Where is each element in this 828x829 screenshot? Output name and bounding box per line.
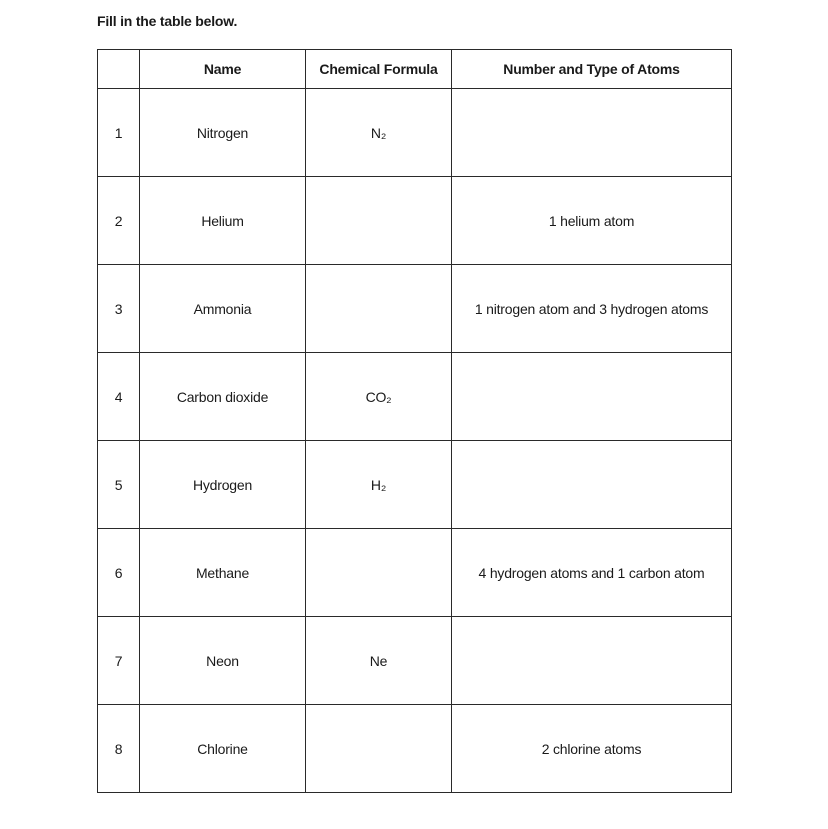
formula-cell[interactable]: CO₂ bbox=[306, 353, 452, 441]
row-number: 3 bbox=[98, 265, 140, 353]
formula-cell[interactable] bbox=[306, 529, 452, 617]
name-cell: Carbon dioxide bbox=[140, 353, 306, 441]
row-number: 7 bbox=[98, 617, 140, 705]
table-row bbox=[98, 177, 732, 265]
header-name: Name bbox=[140, 50, 306, 89]
header-number bbox=[98, 50, 140, 89]
formula-cell[interactable]: H₂ bbox=[306, 441, 452, 529]
formula-cell[interactable]: N₂ bbox=[306, 89, 452, 177]
row-number: 1 bbox=[98, 89, 140, 177]
atoms-cell[interactable]: 2 chlorine atoms bbox=[452, 705, 732, 793]
name-cell: Methane bbox=[140, 529, 306, 617]
header-atoms: Number and Type of Atoms bbox=[452, 50, 732, 89]
row-number: 6 bbox=[98, 529, 140, 617]
atoms-cell[interactable] bbox=[452, 441, 732, 529]
table-row bbox=[98, 265, 732, 353]
row-number: 4 bbox=[98, 353, 140, 441]
atoms-cell[interactable]: 1 nitrogen atom and 3 hydrogen atoms bbox=[452, 265, 732, 353]
table-row bbox=[98, 617, 732, 705]
name-cell: Helium bbox=[140, 177, 306, 265]
formula-cell[interactable] bbox=[306, 265, 452, 353]
row-number: 2 bbox=[98, 177, 140, 265]
table-row bbox=[98, 529, 732, 617]
table-row bbox=[98, 353, 732, 441]
name-cell: Ammonia bbox=[140, 265, 306, 353]
worksheet-table bbox=[97, 49, 732, 793]
name-cell: Chlorine bbox=[140, 705, 306, 793]
instruction-text: Fill in the table below. bbox=[97, 13, 238, 29]
name-cell: Nitrogen bbox=[140, 89, 306, 177]
atoms-cell[interactable]: 4 hydrogen atoms and 1 carbon atom bbox=[452, 529, 732, 617]
row-number: 8 bbox=[98, 705, 140, 793]
row-number: 5 bbox=[98, 441, 140, 529]
table-row bbox=[98, 441, 732, 529]
table-row bbox=[98, 89, 732, 177]
formula-cell[interactable]: Ne bbox=[306, 617, 452, 705]
atoms-cell[interactable]: 1 helium atom bbox=[452, 177, 732, 265]
header-chemical-formula: Chemical Formula bbox=[306, 50, 452, 89]
atoms-cell[interactable] bbox=[452, 353, 732, 441]
formula-cell[interactable] bbox=[306, 705, 452, 793]
formula-cell[interactable] bbox=[306, 177, 452, 265]
atoms-cell[interactable] bbox=[452, 617, 732, 705]
header-row bbox=[98, 50, 732, 89]
table-row bbox=[98, 705, 732, 793]
name-cell: Hydrogen bbox=[140, 441, 306, 529]
atoms-cell[interactable] bbox=[452, 89, 732, 177]
name-cell: Neon bbox=[140, 617, 306, 705]
